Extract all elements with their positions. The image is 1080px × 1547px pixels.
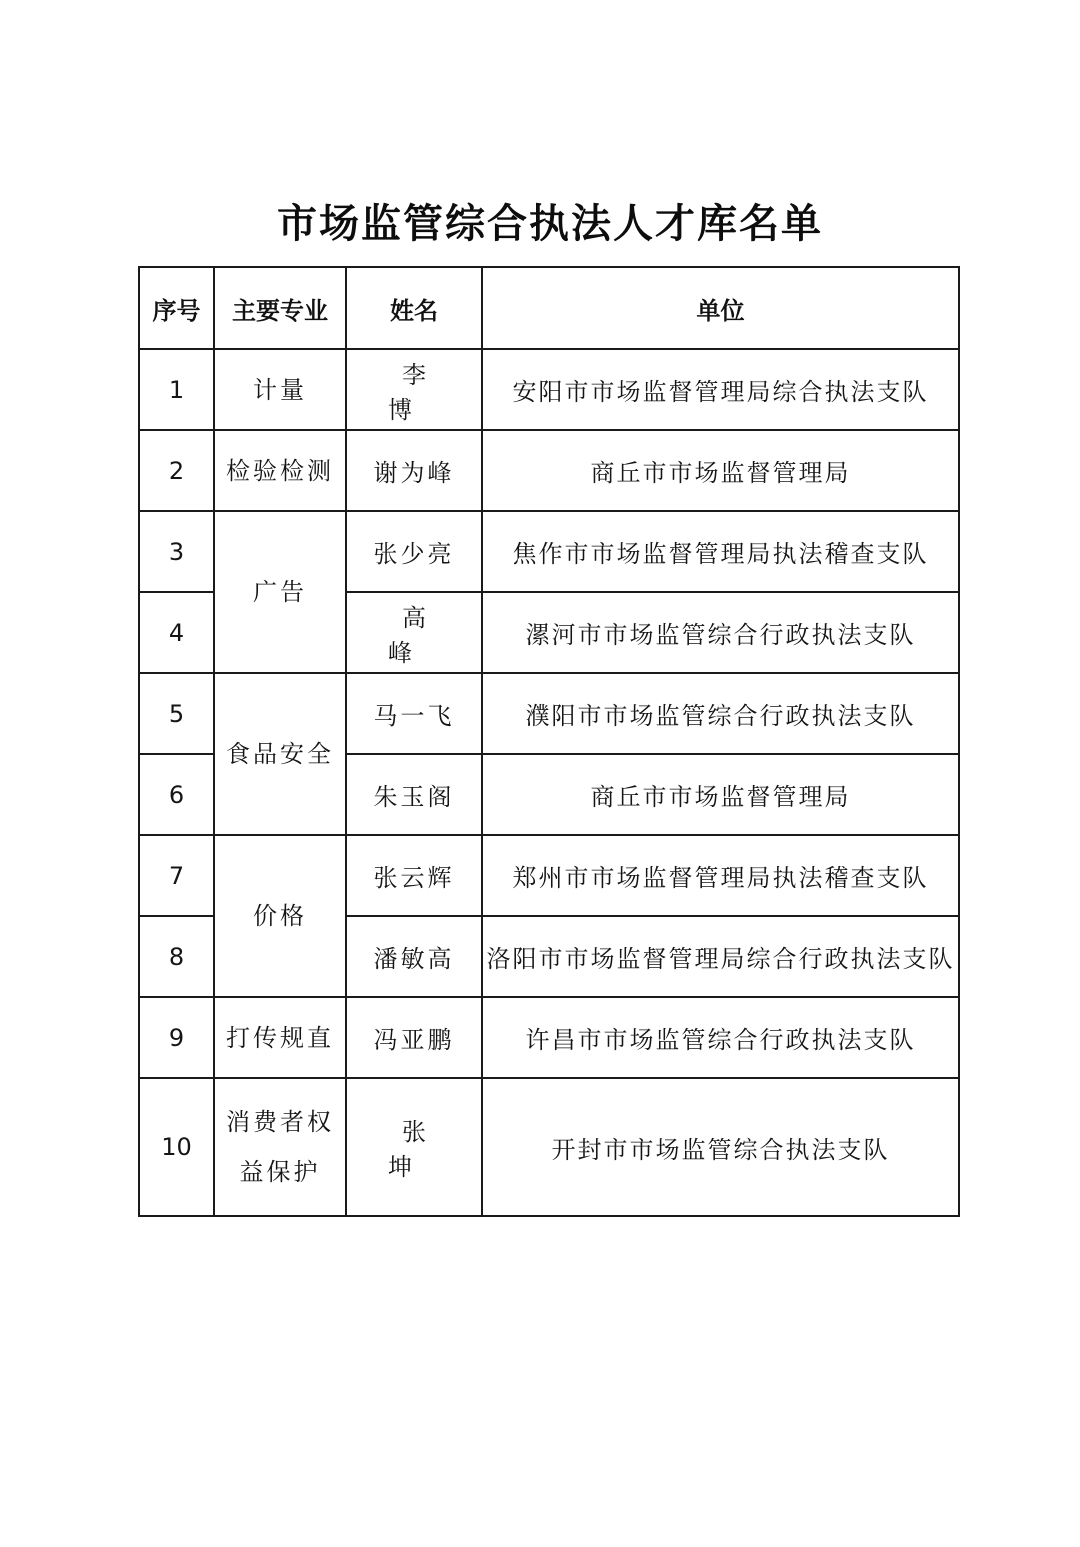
table-header-row (139, 267, 959, 349)
row-unit: 焦作市市场监督管理局执法稽查支队 (482, 511, 959, 592)
row-name: 高 峰 (346, 592, 482, 673)
row-major: 检验检测 (214, 430, 346, 511)
row-unit: 洛阳市市场监督管理局综合行政执法支队 (482, 916, 959, 997)
row-major: 打传规直 (214, 997, 346, 1078)
row-major: 消费者权益保护 (226, 1108, 334, 1186)
row-unit: 漯河市市场监管综合行政执法支队 (482, 592, 959, 673)
row-index: 7 (139, 835, 214, 916)
row-index: 5 (139, 673, 214, 754)
table-row (139, 1078, 959, 1216)
row-index: 10 (139, 1078, 214, 1216)
row-index: 4 (139, 592, 214, 673)
row-unit: 郑州市市场监督管理局执法稽查支队 (482, 835, 959, 916)
row-unit: 安阳市市场监督管理局综合执法支队 (482, 349, 959, 430)
row-major: 广告 (214, 511, 346, 673)
row-name: 李 博 (346, 349, 482, 430)
row-major: 价格 (214, 835, 346, 997)
row-index: 8 (139, 916, 214, 997)
row-name: 谢为峰 (346, 430, 482, 511)
row-name: 冯亚鹏 (346, 997, 482, 1078)
row-index: 1 (139, 349, 214, 430)
row-name: 张 坤 (346, 1078, 482, 1216)
table-row (139, 430, 959, 511)
row-name: 朱玉阁 (346, 754, 482, 835)
row-name: 张云辉 (346, 835, 482, 916)
header-major: 主要专业 (214, 267, 346, 349)
header-index: 序号 (139, 267, 214, 349)
row-unit: 濮阳市市场监管综合行政执法支队 (482, 673, 959, 754)
table-row (139, 997, 959, 1078)
header-unit: 单位 (482, 267, 959, 349)
row-name: 张少亮 (346, 511, 482, 592)
row-index: 2 (139, 430, 214, 511)
header-name: 姓名 (346, 267, 482, 349)
table-row (139, 349, 959, 430)
table-row (139, 673, 959, 754)
row-major: 食品安全 (214, 673, 346, 835)
row-index: 9 (139, 997, 214, 1078)
row-major-cell (214, 1078, 346, 1216)
row-unit: 许昌市市场监管综合行政执法支队 (482, 997, 959, 1078)
row-name: 马一飞 (346, 673, 482, 754)
table-row (139, 511, 959, 592)
row-major: 计量 (214, 349, 346, 430)
row-index: 3 (139, 511, 214, 592)
talent-roster-table (138, 266, 960, 1217)
page-title: 市场监管综合执法人才库名单 (277, 200, 823, 247)
row-unit: 商丘市市场监督管理局 (482, 754, 959, 835)
row-unit: 商丘市市场监督管理局 (482, 430, 959, 511)
row-index: 6 (139, 754, 214, 835)
table-row (139, 835, 959, 916)
row-unit: 开封市市场监管综合执法支队 (482, 1078, 959, 1216)
row-name: 潘敏高 (346, 916, 482, 997)
